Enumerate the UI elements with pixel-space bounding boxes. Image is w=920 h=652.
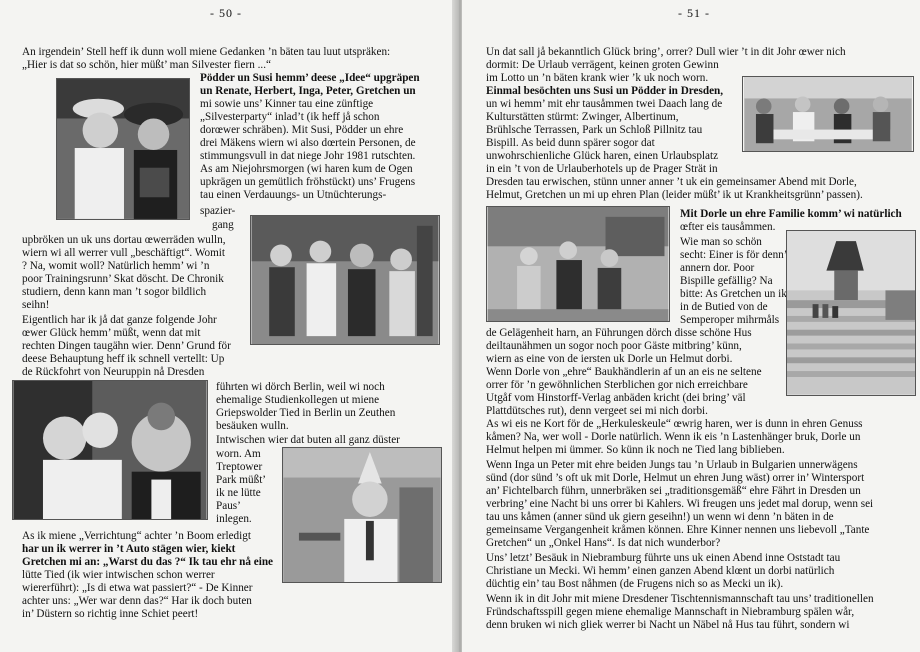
text-line: Kulturstätten stürmt: Zwinger, Albertinum, <box>486 111 679 123</box>
text-line: sünd (dor sünd ’s oft uk mit Dorle, Helmut un ehren Jung wäst) orrer in’ Wintersport <box>486 472 865 484</box>
text-line: düchtig ein’ tau Bost nåhmen (de Frugens nich so as Mecki un ik). <box>486 578 784 590</box>
text-line: ik ne lütte <box>216 487 261 499</box>
text-line: As am Niejohrsmorgen (wi haren kum de Ogen <box>200 163 413 175</box>
text-line: achter uns: „Wer war denn das?“ Har ik doch buten <box>22 595 252 607</box>
text-line: Paus’ <box>216 500 241 512</box>
text-line: bitte: As Gretchen un ik <box>680 288 787 300</box>
text-line: gemeinsame Vergangenheit kråmen können. Ehre Kinner nennen uns liebevoll „Tante <box>486 524 870 536</box>
text-line: de Gelägenheit harn, an Führungen dörch disse schöne Hus <box>486 327 752 339</box>
left-page <box>0 0 458 652</box>
text-line: un Renate, Herbert, Inga, Peter, Gretchen un <box>200 85 416 97</box>
text-line: Intwischen wier dat buten all ganz düster <box>216 434 400 446</box>
text-line: Pödder un Susi hemm’ deese „Idee“ upgräpen <box>200 72 420 84</box>
text-line: œfter eis tausåmmen. <box>680 221 776 233</box>
text-line: Utgåf vom Hinstorff-Verlag anbäden kricht (dei bring’ väl <box>486 392 746 404</box>
photo-silvester-party <box>56 78 190 220</box>
text-line: har un ik werrer in ’t Auto stägen wier, kiekt <box>22 543 236 555</box>
party-faces-photo-icon <box>13 381 207 519</box>
text-line: Eigentlich har ik jå dat ganze folgende Johr <box>22 314 217 326</box>
text-line: Helmut helpen mi ümmer. So künn ik noch ne Tied lang biblieben. <box>486 444 785 456</box>
text-line: „Hier is dat so schön, hier müßt’ man Silvester fiern ...“ <box>22 59 271 71</box>
text-line: Uns’ letzt’ Besäuk in Niebramburg führte uns uk einen Abend inne Oststadt tau <box>486 552 841 564</box>
text-line: Dresden tau erwischen, stünn unner anner ’t uk ein gemeinsamer Abend mit Dorle, <box>486 176 857 188</box>
text-line: œwer Glück hemm’ müßt, wenn dat mit <box>22 327 201 339</box>
text-line: Bispille gefällig? Na <box>680 275 773 287</box>
text-line: Fründschaftsspill gegen miene ehemalige Mannschaft in Niebramburg spälen wår, <box>486 606 855 618</box>
text-line: führten wi dörch Berlin, weil wi noch <box>216 381 385 393</box>
text-line: orrer för ’n gewöhnlichen Sterblichen gor nich erreichbare <box>486 379 748 391</box>
text-line: deese Behauptung heff ik schnell vertellt: Up <box>22 353 225 365</box>
text-line: annern dor. Poor <box>680 262 755 274</box>
right-page <box>462 0 920 652</box>
text-line: drei Mäkens wiern wi also dœrtein Personen, de <box>200 137 416 149</box>
text-line: worn. Am <box>216 448 261 460</box>
text-line: rechten Dingen taugähn wier. Denn’ Grund för <box>22 340 231 352</box>
text-line: un wi hemm’ mit ehr tausåmmen twei Daach lang de <box>486 98 723 110</box>
text-line: lütte Tied (ik wier intwischen schon werrer <box>22 569 215 581</box>
text-line: As ik miene „Verrichtung“ achter ’n Boom erledigt <box>22 530 251 542</box>
photo-dancing-group <box>250 215 440 345</box>
text-line: kåmen? Na, wer woll - Dorle natürlich. Wenn ik eis ’n Lastenhänger bruk, Dorle un <box>486 431 861 443</box>
text-line: secht: Einer is för denn’ <box>680 249 788 261</box>
page-number-right: - 51 - <box>678 6 710 20</box>
text-line: Plattdütsches rut), denn vergeet sei mi nich dorbi. <box>486 405 708 417</box>
text-line: An irgendein’ Stell heff ik dunn woll miene Gedanken ’n bäten tau luut utspräken: <box>22 46 391 58</box>
text-line: mi sowie uns’ Kinner tau eine zünftige <box>200 98 374 110</box>
text-line: Wenn ik in dit Johr mit miene Dresdener Tischtennismannschaft tau uns’ traditionellen <box>486 593 874 605</box>
text-line: Wie man so schön <box>680 236 762 248</box>
street-portrait-photo-icon <box>487 207 669 321</box>
text-line: Treptower <box>216 461 263 473</box>
text-line: inlegen. <box>216 513 252 525</box>
text-line: ehemalige Studienkollegen ut miene <box>216 394 380 406</box>
text-line: Wenn Inga un Peter mit ehre beiden Jungs tau ’n Urlaub in Bulgarien unnerwägens <box>486 459 858 471</box>
text-line: „Silvesterparty“ inlad’t (ik heff jå schon <box>200 111 380 123</box>
text-line: Semperoper mihrmåls <box>680 314 780 326</box>
text-line: denn bruken wi nich gliek werrer bi Nacht un Näbel nå Hus tau führt, sondern wi <box>486 619 850 631</box>
text-line: Einmal besöchten uns Susi un Pödder in Dresden, <box>486 85 724 97</box>
text-line: wiern wi all werrer vull „beschäftigt“. Womit <box>22 247 225 259</box>
text-line: Christiane un Mecki. Wi hemm’ einen ganzen Abend klœnt un dorbi natürlich <box>486 565 835 577</box>
text-line: gang <box>212 219 234 231</box>
text-line: Brühlsche Terrassen, Park un Schloß Pillnitz tau <box>486 124 703 136</box>
text-line: im Lotto un ’n bäten krank wier ’k uk noch worn. <box>486 72 709 84</box>
text-line: de Rückfohrt von Neuruppin nå Dresden <box>22 366 205 378</box>
text-line: tau uns kåmen (anner sünd uk giern geseihn!) un wenn wi denn ’n bäten in de <box>486 511 834 523</box>
text-line: in de Butied von de <box>680 301 768 313</box>
text-line: Griepswolder Tied in Berlin un Zeuthen <box>216 407 396 419</box>
text-line: spazier- <box>200 205 236 217</box>
photo-statue-steps <box>786 230 916 396</box>
text-line: studiern, denn kann man ’t sogor bildlich <box>22 286 207 298</box>
text-line: Un dat sall jå bekanntlich Glück bring’, orrer? Dull wier ’t in dit Johr œwer nich <box>486 46 846 58</box>
text-line: As wi eis ne Kort för de „Herkuleskeule“ œwrig haren, wer is dunn in ehren Genuss <box>486 418 863 430</box>
text-line: Wenn Dorle von „ehre“ Baukhändlerin af un an eis ne seltene <box>486 366 762 378</box>
text-line: wiererführt): „Is di etwa wat passiert?“ - De Kinner <box>22 582 253 594</box>
man-in-party-hat-photo-icon <box>283 448 441 582</box>
text-line: wiern as eine von de iersten uk Dorle un Helmut dorbi. <box>486 353 733 365</box>
text-line: verbring’ eine Nacht bi uns orrer bi Kahlers. Wi freugen uns jedet mal dorup, wenn sei <box>486 498 874 510</box>
text-line: in’ Düstern so richtig inne Schiet peert! <box>22 608 199 620</box>
text-line: deiltaunähmen un sogor noch poor Gäste mitbring’ künn, <box>486 340 742 352</box>
dancing-people-photo-icon <box>251 216 439 344</box>
text-line: tau einen Verdauungs- un Utnüchterungs- <box>200 189 387 201</box>
text-line: stimmungsvull in dat niege Johr 1981 rutschten. <box>200 150 416 162</box>
text-line: upkrägen un gemütlich fröhstückt) uns’ Frugens <box>200 176 416 188</box>
text-line: poor Trainingsrunn’ Skat döscht. De Chronik <box>22 273 224 285</box>
page-number-left: - 50 - <box>210 6 242 20</box>
text-line: Park müßt’ <box>216 474 267 486</box>
text-line: Gretchen“ un „Onkel Hans“. Is dat nich wunderbor? <box>486 537 721 549</box>
text-line: Mit Dorle un ehre Familie komm’ wi natürlich <box>680 208 902 220</box>
text-line: Gretchen mi an: „Warst du das ?“ Ik tau ehr nå eine <box>22 556 274 568</box>
text-line: an’ Fichtelbarch führn, unnerbräken sei „traditionsgemäß“ ehre Fährt in Dresden un <box>486 485 861 497</box>
text-line: upbröken un uk uns dortau œwerräden wulln, <box>22 234 226 246</box>
party-hats-photo-icon <box>57 79 189 219</box>
monument-steps-photo-icon <box>787 231 915 395</box>
photo-three-people-street <box>486 206 670 322</box>
group-at-table-photo-icon <box>743 77 913 151</box>
text-line: Bispill. As beid dunn spärer sogor dat <box>486 137 655 149</box>
photo-man-party-hat <box>282 447 442 583</box>
photo-group-table <box>742 76 914 152</box>
photo-hugging-party <box>12 380 208 520</box>
text-line: dorœwer schräben). Mit Susi, Pödder un ehre <box>200 124 404 136</box>
text-line: Helmut, Gretchen un mi up ehren Plan (leider müßt’ ik ut Krankheitsgrünn’ passen). <box>486 189 863 201</box>
text-line: dormit: De Urlaub verrägent, keinen groten Gewinn <box>486 59 719 71</box>
text-line: in ein ’t von de Urlauberhotels up de Prager Strät in <box>486 163 718 175</box>
text-line: seihn! <box>22 299 50 311</box>
text-line: besäuken wulln. <box>216 420 289 432</box>
text-line: ? Na, womit woll? Natürlich hemm’ wi ’n <box>22 260 210 272</box>
text-line: unwohrschienliche Glück haren, einen Urlaubsplatz <box>486 150 719 162</box>
